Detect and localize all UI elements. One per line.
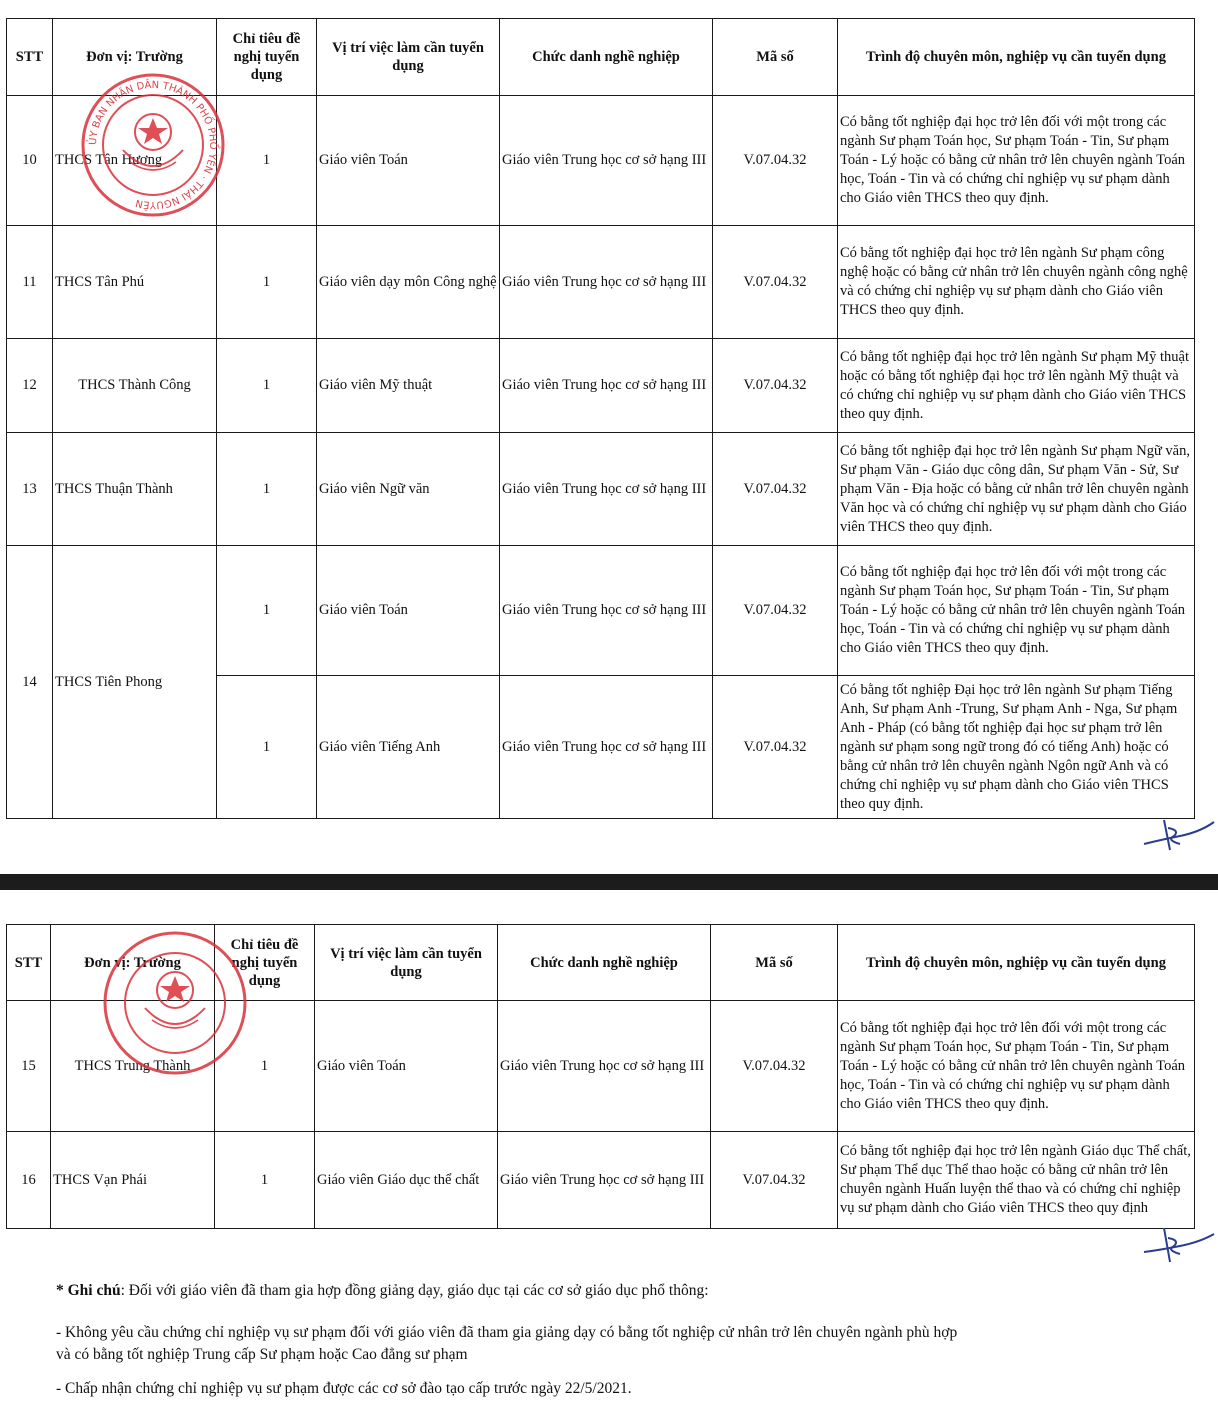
table-row [7,1001,1195,1132]
header-row [7,19,1195,96]
row-requirement: Có bằng tốt nghiệp đại học trở lên ngành Giáo dục Thể chất, Sư phạm Thể dục Thể thao hoặc có bằng cử nhân trở lên chuyên ngành Huấn luyện thể thao và có chứng chỉ nghiệp vụ sư phạm dành cho Giáo viên THCS theo quy định [838,1132,1195,1229]
row-quota: 1 [217,676,317,819]
row-title: Giáo viên Trung học cơ sở hạng III [500,676,713,819]
row-quota: 1 [217,96,317,226]
row-title: Giáo viên Trung học cơ sở hạng III [500,96,713,226]
row-stt: 11 [7,226,53,339]
row-position: Giáo viên dạy môn Công nghệ [317,226,500,339]
header-title: Chức danh nghề nghiệp [498,925,711,1001]
table-row [7,433,1195,546]
row-position: Giáo viên Toán [317,546,500,676]
header-school: Đơn vị: Trường [53,19,217,96]
row-requirement: Có bằng tốt nghiệp đại học trở lên đối với một trong các ngành Sư phạm Toán học, Sư phạm Toán - Tin, Sư phạm Toán - Lý hoặc có bằng cử nhân trở lên chuyên ngành Toán học, Toán - Tin và có chứng chỉ nghiệp vụ sư phạm dành cho Giáo viên THCS theo quy định. [838,546,1195,676]
recruitment-table-part-1 [6,18,1195,819]
header-title: Chức danh nghề nghiệp [500,19,713,96]
row-code: V.07.04.32 [711,1001,838,1132]
recruitment-table-part-2 [6,924,1195,1229]
seal-text: ỦY BAN NHÂN DÂN THÀNH PHỐ PHỔ YÊN · THÁI NGUYÊN [87,79,219,211]
note-intro [56,1280,709,1301]
row-quota: 1 [217,226,317,339]
row-code: V.07.04.32 [713,433,838,546]
row-quota: 1 [215,1001,315,1132]
row-school: THCS Thành Công [53,339,217,433]
signature-icon [1140,1222,1218,1272]
table-row [7,1132,1195,1229]
row-school: THCS Trung Thành [51,1001,215,1132]
table-row [7,339,1195,433]
header-code: Mã số [713,19,838,96]
row-school: THCS Tân Hương [53,96,217,226]
row-title: Giáo viên Trung học cơ sở hạng III [498,1001,711,1132]
header-quota: Chỉ tiêu đề nghị tuyển dụng [217,19,317,96]
row-title: Giáo viên Trung học cơ sở hạng III [500,433,713,546]
table-row [7,226,1195,339]
note-line-1: - Không yêu cầu chứng chỉ nghiệp vụ sư phạm đối với giáo viên đã tham gia giảng dạy có bằng tốt nghiệp cử nhân trở lên chuyên ngành phù hợp [56,1324,958,1341]
row-quota: 1 [215,1132,315,1229]
header-row [7,925,1195,1001]
note-label: * Ghi chú [56,1282,121,1299]
row-quota: 1 [217,546,317,676]
row-school: THCS Vạn Phái [51,1132,215,1229]
row-title: Giáo viên Trung học cơ sở hạng III [498,1132,711,1229]
header-stt: STT [7,19,53,96]
row-position: Giáo viên Toán [315,1001,498,1132]
header-school: Đơn vị: Trường [51,925,215,1001]
header-code: Mã số [711,925,838,1001]
row-stt: 14 [7,546,53,819]
row-stt: 13 [7,433,53,546]
row-school: THCS Tân Phú [53,226,217,339]
row-code: V.07.04.32 [713,339,838,433]
row-stt: 15 [7,1001,51,1132]
row-title: Giáo viên Trung học cơ sở hạng III [500,546,713,676]
row-quota: 1 [217,339,317,433]
header-requirement: Trình độ chuyên môn, nghiệp vụ cần tuyển dụng [838,925,1195,1001]
row-stt: 12 [7,339,53,433]
header-stt: STT [7,925,51,1001]
row-stt: 16 [7,1132,51,1229]
note-intro-text: : Đối với giáo viên đã tham gia hợp đồng giảng dạy, giáo dục tại các cơ sở giáo dục phổ thông: [120,1282,709,1299]
row-stt: 10 [7,96,53,226]
row-code: V.07.04.32 [711,1132,838,1229]
header-position: Vị trí việc làm cần tuyển dụng [315,925,498,1001]
row-requirement: Có bằng tốt nghiệp đại học trở lên ngành Sư phạm Ngữ văn, Sư phạm Văn - Giáo dục công dân, Sư phạm Văn - Sử, Sư phạm Văn - Địa hoặc có bằng cử nhân trở lên chuyên ngành Văn học và có chứng chỉ nghiệp vụ sư phạm dành cho Giáo viên THCS theo quy định. [838,433,1195,546]
row-position: Giáo viên Tiếng Anh [317,676,500,819]
row-title: Giáo viên Trung học cơ sở hạng III [500,226,713,339]
row-requirement: Có bằng tốt nghiệp đại học trở lên đối với một trong các ngành Sư phạm Toán học, Sư phạm Toán - Tin, Sư phạm Toán - Lý hoặc có bằng cử nhân trở lên chuyên ngành Toán học, Toán - Tin và có chứng chỉ nghiệp vụ sư phạm dành cho Giáo viên THCS theo quy định. [838,96,1195,226]
row-quota: 1 [217,433,317,546]
row-position: Giáo viên Mỹ thuật [317,339,500,433]
row-position: Giáo viên Giáo dục thể chất [315,1132,498,1229]
header-position: Vị trí việc làm cần tuyển dụng [317,19,500,96]
table-row [7,546,1195,676]
row-code: V.07.04.32 [713,96,838,226]
row-position: Giáo viên Ngữ văn [317,433,500,546]
table-row [7,96,1195,226]
row-position: Giáo viên Toán [317,96,500,226]
header-quota: Chỉ tiêu đề nghị tuyển dụng [215,925,315,1001]
row-school: THCS Thuận Thành [53,433,217,546]
row-school: THCS Tiên Phong [53,546,217,819]
row-requirement: Có bằng tốt nghiệp đại học trở lên ngành Sư phạm công nghệ hoặc có bằng cử nhân trở lên chuyên ngành công nghệ và có chứng chỉ nghiệp vụ sư phạm dành cho Giáo viên THCS theo quy định. [838,226,1195,339]
row-title: Giáo viên Trung học cơ sở hạng III [500,339,713,433]
note-line-1b: và có bằng tốt nghiệp Trung cấp Sư phạm hoặc Cao đẳng sư phạm [56,1346,468,1363]
note-line-2: - Chấp nhận chứng chỉ nghiệp vụ sư phạm được các cơ sở đào tạo cấp trước ngày 22/5/2021. [56,1380,632,1397]
row-code: V.07.04.32 [713,546,838,676]
row-code: V.07.04.32 [713,676,838,819]
page-divider [0,874,1218,890]
row-code: V.07.04.32 [713,226,838,339]
row-requirement: Có bằng tốt nghiệp đại học trở lên ngành Sư phạm Mỹ thuật hoặc có bằng tốt nghiệp đại học trở lên ngành Mỹ thuật và có chứng chỉ nghiệp vụ sư phạm dành cho Giáo viên THCS theo quy định. [838,339,1195,433]
row-requirement: Có bằng tốt nghiệp đại học trở lên đối với một trong các ngành Sư phạm Toán học, Sư phạm Toán - Tin, Sư phạm Toán - Lý hoặc có bằng cử nhân trở lên chuyên ngành Toán học, Toán - Tin và có chứng chỉ nghiệp vụ sư phạm dành cho Giáo viên THCS theo quy định. [838,1001,1195,1132]
header-requirement: Trình độ chuyên môn, nghiệp vụ cần tuyển dụng [838,19,1195,96]
row-requirement: Có bằng tốt nghiệp Đại học trở lên ngành Sư phạm Tiếng Anh, Sư phạm Anh -Trung, Sư phạm Anh - Nga, Sư phạm Anh - Pháp (có bằng tốt nghiệp đại học sư phạm trở lên ngành sư phạm song ngữ trong đó có tiếng Anh) hoặc có bằng cử nhân trở lên chuyên ngành Ngôn ngữ Anh và có chứng chỉ nghiệp vụ sư phạm dành cho Giáo viên THCS theo quy định. [838,676,1195,819]
